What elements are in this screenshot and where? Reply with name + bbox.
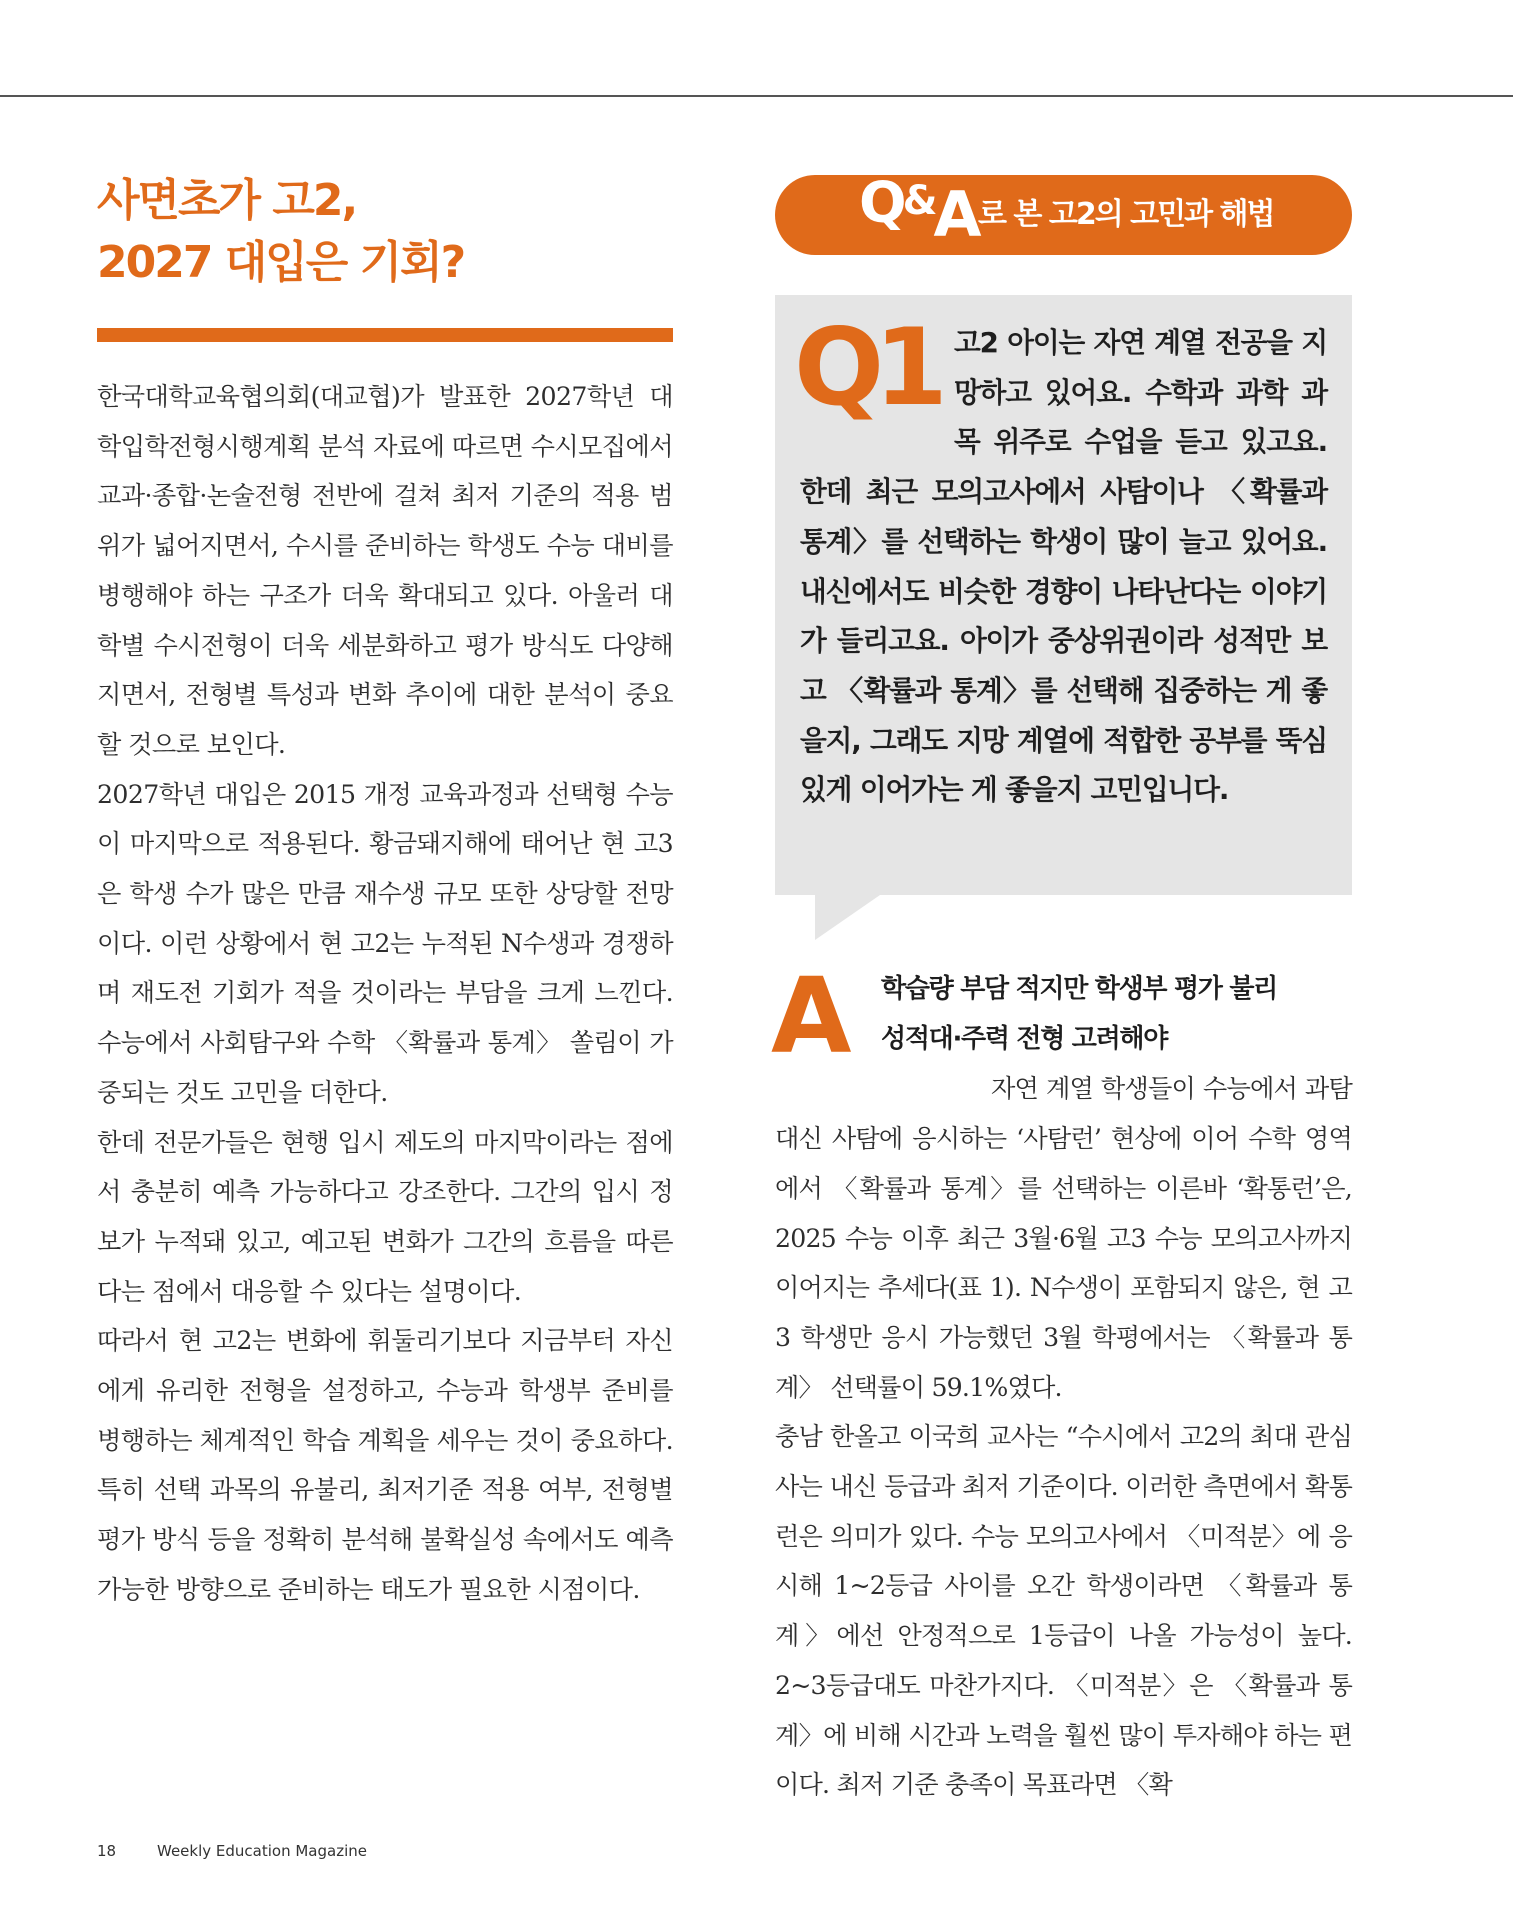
answer-paragraph: 충남 한올고 이국희 교사는 “수시에서 고2의 최대 관심사는 내신 등급과 최저 기준이다. 이러한 측면에서 확통런은 의미가 있다. 수능 모의고사에서 〈미적분〉에 응시해 1~2등급 사이를 오간 학생이라면 〈확률과 통계〉에선 안정적으로 1등급이 나올 가능성이 높다. 2~3등급대도 마찬가지다. 〈미적분〉은 〈확률과 통계〉에 비해 시간과 노력을 훨씬 많이 투자해야 하는 편이다. 최저 기준 충족이 목표라면 〈확 [775,1422,1352,1800]
answer-block [771,955,1352,1810]
article-headline [97,170,673,294]
headline-underline [97,328,673,342]
answer-body [775,1064,1352,1810]
body-paragraph: 한데 전문가들은 현행 입시 제도의 마지막이라는 점에서 충분히 예측 가능하다고 강조한다. 그간의 입시 정보가 누적돼 있고, 예고된 변화가 그간의 흐름을 따른다는 점에서 대응할 수 있다는 설명이다. [97,1127,673,1306]
qa-banner-title: 로 본 고2의 고민과 해법 [978,197,1274,232]
qa-logo-amp: & [902,178,934,224]
question-text: 고2 아이는 자연 계열 전공을 지망하고 있어요. 수학과 과학 과목 위주로 수업을 듣고 있고요. 한데 최근 모의고사에서 사탐이나 〈확률과 통계〉를 선택하는 학생이 많이 늘고 있어요. 내신에서도 비슷한 경향이 나타난다는 이야기가 들리고요. 아이가 중상위권이라 성적만 보고 〈확률과 통계〉를 선택해 집중하는 게 좋을지, 그래도 지망 계열에 적합한 공부를 뚝심 있게 이어가는 게 좋을지 고민입니다. [800,326,1327,807]
page-number: 18 [97,1842,117,1860]
speech-bubble-tail [815,895,880,940]
headline-line-2: 2027 대입은 기회? [97,237,465,288]
answer-heading-line-1: 학습량 부담 적지만 학생부 평가 불리 [881,974,1277,1004]
question-mark-q1: Q1 [794,306,938,429]
qa-logo-a: A [933,178,978,251]
body-paragraph: 따라서 현 고2는 변화에 휘둘리기보다 지금부터 자신에게 유리한 전형을 설정하고, 수능과 학생부 준비를 병행하는 체계적인 학습 계획을 세우는 것이 중요하다. 특히 선택 과목의 유불리, 최저기준 적용 여부, 전형별 평가 방식 등을 정확히 분석해 불확실성 속에서도 예측 가능한 방향으로 준비하는 태도가 필요한 시점이다. [97,1326,673,1604]
left-column [97,170,673,1615]
answer-heading-line-2: 성적대·주력 전형 고려해야 [881,1023,1168,1054]
question-box [775,295,1352,895]
answer-mark-a: A [771,955,852,1077]
top-divider [0,95,1513,97]
answer-paragraph: 자연 계열 학생들이 수능에서 과탐 대신 사탐에 응시하는 ‘사탐런’ 현상에 이어 수학 영역에서 〈확률과 통계〉를 선택하는 이른바 ‘확통런’은, 2025 수능 이후 최근 3월·6월 고3 수능 모의고사까지 이어지는 추세다(표 1). N수생이 포함되지 않은, 현 고3 학생만 응시 가능했던 3월 학평에서는 〈확률과 통계〉 선택률이 59.1%였다. [775,1074,1352,1402]
right-column [771,171,1352,1800]
body-paragraph: 한국대학교육협의회(대교협)가 발표한 2027학년 대학입학전형시행계획 분석 자료에 따르면 수시모집에서 교과·종합·논술전형 전반에 걸쳐 최저 기준의 적용 범위가 넓어지면서, 수시를 준비하는 학생도 수능 대비를 병행해야 하는 구조가 더욱 확대되고 있다. 아울러 대학별 수시전형이 더욱 세분화하고 평가 방식도 다양해지면서, 전형별 특성과 변화 추이에 대한 분석이 중요할 것으로 보인다. [97,382,673,759]
page-footer [97,1842,367,1860]
article-body [97,372,673,1615]
headline-line-1: 사면초가 고2, [97,175,357,226]
body-paragraph: 2027학년 대입은 2015 개정 교육과정과 선택형 수능이 마지막으로 적용된다. 황금돼지해에 태어난 현 고3은 학생 수가 많은 만큼 재수생 규모 또한 상당할 전망이다. 이런 상황에서 현 고2는 누적된 N수생과 경쟁하며 재도전 기회가 적을 것이라는 부담을 크게 느낀다. 수능에서 사회탐구와 수학 〈확률과 통계〉 쏠림이 가중되는 것도 고민을 더한다. [97,779,673,1107]
qa-banner [775,171,1352,255]
qa-logo-q: Q [859,171,903,236]
magazine-name: Weekly Education Magazine [157,1842,367,1860]
qa-logo [859,161,977,249]
